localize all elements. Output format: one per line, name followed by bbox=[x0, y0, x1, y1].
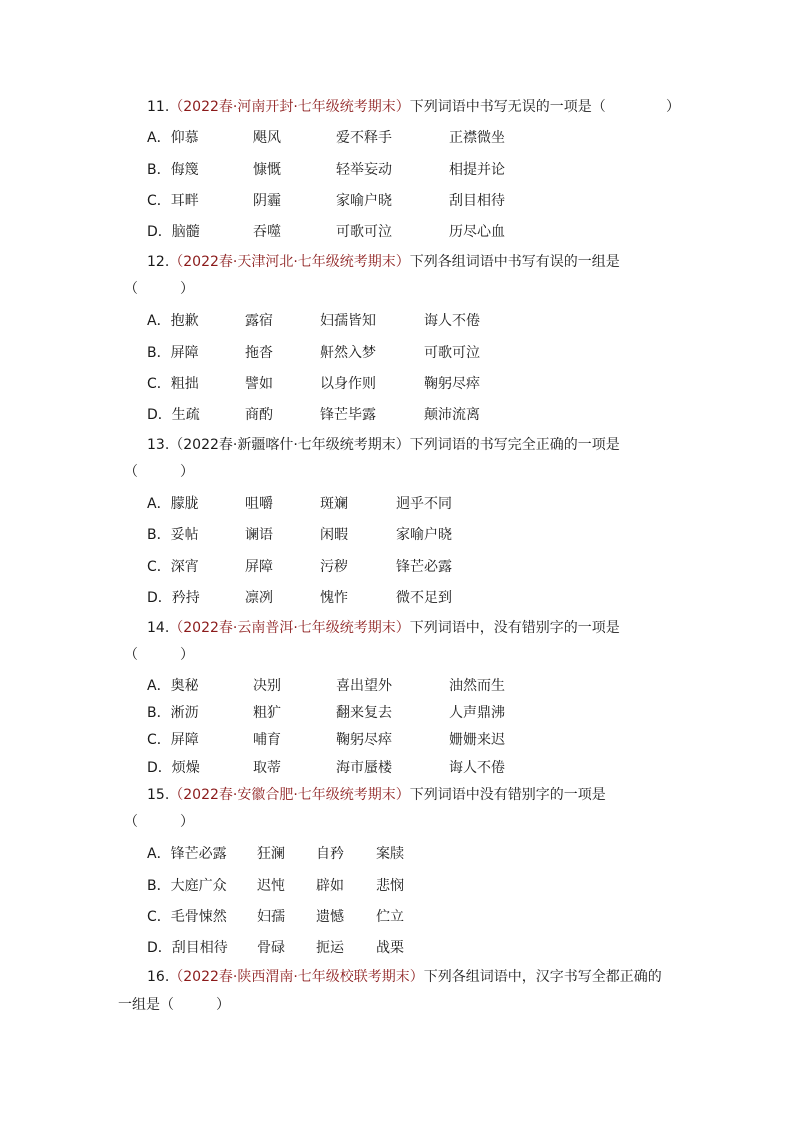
option-label: B．屏障 bbox=[147, 345, 199, 361]
option-word: 拖沓 bbox=[245, 345, 273, 361]
option-word: 案牍 bbox=[376, 846, 404, 862]
option-word: 喜出望外 bbox=[336, 678, 392, 694]
option-word: 商酌 bbox=[245, 407, 273, 423]
question-number: 11. bbox=[147, 99, 170, 115]
question-text: 下列词语中没有错别字的一项是 bbox=[409, 787, 606, 803]
option-word: 污秽 bbox=[320, 559, 348, 575]
question-11-stem bbox=[147, 97, 606, 117]
question-source: （2022春·云南普洱·七年级统考期末） bbox=[169, 620, 410, 636]
option-word: 悲悯 bbox=[376, 878, 404, 894]
option-word: 妇孺皆知 bbox=[320, 313, 376, 329]
question-text: 下列词语中书写无误的一项是（ bbox=[409, 99, 606, 115]
option-word: 相提并论 bbox=[449, 162, 505, 178]
question-number: 12. bbox=[147, 254, 170, 270]
option-word: 家喻户晓 bbox=[396, 527, 452, 543]
option-word: 颠沛流离 bbox=[424, 407, 480, 423]
option-word: 姗姗来迟 bbox=[449, 732, 505, 748]
option-label: B．妥帖 bbox=[147, 527, 199, 543]
option-word: 以身作则 bbox=[320, 376, 376, 392]
question-16-stem bbox=[147, 967, 662, 987]
question-16-stem-continued: 一组是（ ） bbox=[118, 997, 230, 1013]
option-word: 可歌可泣 bbox=[336, 224, 392, 240]
option-word: 谰语 bbox=[245, 527, 273, 543]
option-label: A．锋芒必露 bbox=[147, 846, 227, 862]
question-14-answer-paren: （ ） bbox=[124, 647, 194, 663]
option-word: 自矜 bbox=[316, 846, 344, 862]
option-word: 正襟微坐 bbox=[449, 130, 505, 146]
option-label: C．毛骨悚然 bbox=[147, 909, 227, 925]
option-label: D．脑髓 bbox=[147, 224, 200, 240]
option-word: 吞噬 bbox=[253, 224, 281, 240]
option-word: 伫立 bbox=[376, 909, 404, 925]
option-word: 慷慨 bbox=[253, 162, 281, 178]
option-label: B．淅沥 bbox=[147, 705, 199, 721]
question-text: 下列各组词语中，汉字书写全都正确的 bbox=[423, 969, 662, 985]
option-label: B．大庭广众 bbox=[147, 878, 227, 894]
question-source: （2022春·陕西渭南·七年级校联考期末） bbox=[169, 969, 424, 985]
question-number: 13. bbox=[147, 437, 170, 453]
question-text: 下列词语的书写完全正确的一项是 bbox=[409, 437, 620, 453]
option-word: 锋芒必露 bbox=[396, 559, 452, 575]
option-label: A．仰慕 bbox=[147, 130, 199, 146]
question-source: （2022春·河南开封·七年级统考期末） bbox=[169, 99, 410, 115]
option-word: 粗犷 bbox=[253, 705, 281, 721]
option-word: 露宿 bbox=[245, 313, 273, 329]
option-label: D．烦燥 bbox=[147, 760, 200, 776]
option-word: 屏障 bbox=[245, 559, 273, 575]
question-text: 下列各组词语中书写有误的一组是 bbox=[409, 254, 620, 270]
question-12-answer-paren: （ ） bbox=[124, 281, 194, 297]
option-label: A．奥秘 bbox=[147, 678, 199, 694]
option-word: 诲人不倦 bbox=[449, 760, 505, 776]
question-15-stem bbox=[147, 785, 606, 805]
option-word: 诲人不倦 bbox=[424, 313, 480, 329]
option-word: 斑斓 bbox=[320, 496, 348, 512]
option-word: 狂澜 bbox=[257, 846, 285, 862]
question-source: （2022春·天津河北·七年级统考期末） bbox=[169, 254, 410, 270]
option-word: 凛冽 bbox=[245, 590, 273, 606]
option-word: 遗憾 bbox=[316, 909, 344, 925]
question-14-stem bbox=[147, 618, 620, 638]
question-source: （2022春·新疆喀什·七年级统考期末） bbox=[169, 437, 410, 453]
option-word: 海市蜃楼 bbox=[336, 760, 392, 776]
option-word: 辟如 bbox=[316, 878, 344, 894]
option-word: 譬如 bbox=[245, 376, 273, 392]
option-label: D．矜持 bbox=[147, 590, 200, 606]
option-word: 闲暇 bbox=[320, 527, 348, 543]
question-11-answer-paren: ） bbox=[666, 99, 680, 115]
option-word: 微不足到 bbox=[396, 590, 452, 606]
option-word: 迟忳 bbox=[257, 878, 285, 894]
option-word: 鞠躬尽瘁 bbox=[336, 732, 392, 748]
option-word: 轻举妄动 bbox=[336, 162, 392, 178]
option-word: 扼运 bbox=[316, 940, 344, 956]
option-label: B．侮篾 bbox=[147, 162, 199, 178]
option-word: 人声鼎沸 bbox=[449, 705, 505, 721]
question-13-stem bbox=[147, 435, 620, 455]
option-word: 愧怍 bbox=[320, 590, 348, 606]
question-text: 下列词语中，没有错别字的一项是 bbox=[409, 620, 620, 636]
option-label: C．深宵 bbox=[147, 559, 199, 575]
question-number: 14. bbox=[147, 620, 170, 636]
option-word: 决别 bbox=[253, 678, 281, 694]
option-word: 历尽心血 bbox=[449, 224, 505, 240]
option-word: 妇孺 bbox=[257, 909, 285, 925]
option-word: 可歌可泣 bbox=[424, 345, 480, 361]
option-word: 取蒂 bbox=[253, 760, 281, 776]
option-label: A．抱歉 bbox=[147, 313, 199, 329]
option-word: 阴霾 bbox=[253, 193, 281, 209]
option-word: 哺育 bbox=[253, 732, 281, 748]
question-source: （2022春·安徽合肥·七年级统考期末） bbox=[169, 787, 410, 803]
option-word: 家喻户晓 bbox=[336, 193, 392, 209]
option-word: 锋芒毕露 bbox=[320, 407, 376, 423]
option-word: 飓风 bbox=[253, 130, 281, 146]
option-word: 刮目相待 bbox=[449, 193, 505, 209]
question-15-answer-paren: （ ） bbox=[124, 814, 194, 830]
question-13-answer-paren: （ ） bbox=[124, 464, 194, 480]
option-word: 迥乎不同 bbox=[396, 496, 452, 512]
option-word: 翻来复去 bbox=[336, 705, 392, 721]
option-label: C．耳畔 bbox=[147, 193, 199, 209]
option-word: 油然而生 bbox=[449, 678, 505, 694]
option-word: 战栗 bbox=[376, 940, 404, 956]
option-word: 鞠躬尽瘁 bbox=[424, 376, 480, 392]
option-word: 骨碌 bbox=[257, 940, 285, 956]
option-label: A．朦胧 bbox=[147, 496, 199, 512]
option-label: D．生疏 bbox=[147, 407, 200, 423]
option-label: C．屏障 bbox=[147, 732, 199, 748]
option-label: C．粗拙 bbox=[147, 376, 199, 392]
question-number: 15. bbox=[147, 787, 170, 803]
option-word: 鼾然入梦 bbox=[320, 345, 376, 361]
option-label: D．刮目相待 bbox=[147, 940, 228, 956]
question-12-stem bbox=[147, 252, 620, 272]
option-word: 爱不释手 bbox=[336, 130, 392, 146]
option-word: 咀嚼 bbox=[245, 496, 273, 512]
question-number: 16. bbox=[147, 969, 170, 985]
